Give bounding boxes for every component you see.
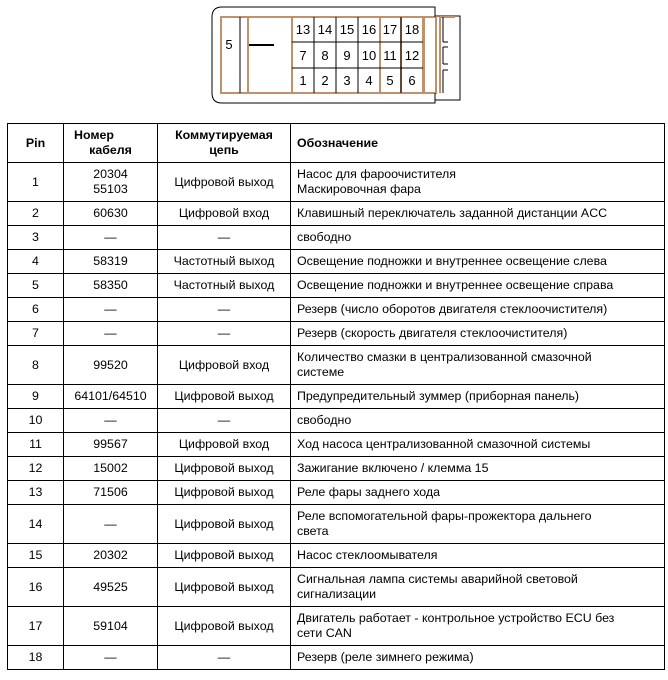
- cable-number-value: 71506: [93, 485, 128, 499]
- pin-number: 2: [8, 202, 64, 226]
- pin-label: 18: [404, 22, 420, 37]
- table-row: [8, 202, 665, 226]
- description-line: Ход насоса централизованной смазочной системы: [297, 437, 591, 451]
- pin-assignment-table: [7, 123, 665, 670]
- pin-number: 15: [8, 544, 64, 568]
- cable-number-empty: —: [104, 230, 117, 244]
- cable-number: [64, 274, 158, 298]
- description-line: Освещение подножки и внутреннее освещение слева: [297, 254, 607, 268]
- cable-number: [64, 250, 158, 274]
- switched-circuit: —: [158, 322, 291, 346]
- cable-number-value: 99520: [93, 357, 128, 372]
- pin-label: 3: [343, 73, 351, 88]
- description: [291, 544, 665, 568]
- pin-number: 12: [8, 457, 64, 481]
- description: [291, 457, 665, 481]
- header-circuit: [158, 124, 291, 163]
- cable-number-value: 58319: [93, 254, 128, 268]
- pin-label: 2: [321, 73, 329, 88]
- header-cable-number: [64, 124, 158, 163]
- header-pin: Pin: [8, 124, 64, 163]
- cable-number: [64, 163, 158, 202]
- table-row: [8, 298, 665, 322]
- description: [291, 163, 665, 202]
- table-row: [8, 346, 665, 385]
- description-line: свободно: [297, 230, 352, 244]
- description: [291, 298, 665, 322]
- table-row: [8, 433, 665, 457]
- table-row: [8, 385, 665, 409]
- pin-label: 12: [404, 48, 420, 63]
- header-circuit-line2: цепь: [209, 143, 239, 157]
- pin-label: 17: [382, 22, 398, 37]
- description-line: Резерв (скорость двигателя стеклоочистителя): [297, 326, 568, 340]
- cable-number: [64, 568, 158, 607]
- switched-circuit: —: [158, 409, 291, 433]
- pin-number: 4: [8, 250, 64, 274]
- switched-circuit: —: [158, 298, 291, 322]
- description-line: свободно: [297, 413, 352, 427]
- header-cable-line2: кабеля: [89, 143, 132, 157]
- description-line: Предупредительный зуммер (приборная панель): [297, 389, 580, 403]
- description-line: Сигнальная лампа системы аварийной световой: [297, 572, 578, 586]
- table-row: [8, 274, 665, 298]
- switched-circuit: Цифровой выход: [158, 607, 291, 646]
- cable-number: [64, 409, 158, 433]
- pin-label: 9: [343, 48, 351, 63]
- cable-number: [64, 481, 158, 505]
- cable-number-value: 58350: [93, 278, 128, 292]
- cable-number: [64, 505, 158, 544]
- connector-diagram: [0, 0, 668, 110]
- switched-circuit: Цифровой выход: [158, 163, 291, 202]
- pin-label: 10: [361, 48, 377, 63]
- description: [291, 226, 665, 250]
- switched-circuit: Цифровой выход: [158, 505, 291, 544]
- switched-circuit: Частотный выход: [158, 250, 291, 274]
- description-line: Насос для фароочистителя: [297, 167, 456, 181]
- table-row: [8, 250, 665, 274]
- switched-circuit: Цифровой вход: [158, 346, 291, 385]
- pin-number: 14: [8, 505, 64, 544]
- cable-number-empty: —: [104, 516, 117, 531]
- cable-number-value: 64101/64510: [74, 389, 147, 403]
- pin-number: 18: [8, 646, 64, 670]
- cable-number: [64, 457, 158, 481]
- pin-number: 1: [8, 163, 64, 202]
- switched-circuit: —: [158, 226, 291, 250]
- pin-number: 13: [8, 481, 64, 505]
- description-line: Двигатель работает - контрольное устройство ECU без: [297, 611, 615, 625]
- pin-number: 9: [8, 385, 64, 409]
- cable-number-value: 20304: [93, 167, 128, 181]
- pin-label: 7: [299, 48, 307, 63]
- description: [291, 409, 665, 433]
- table-row: [8, 226, 665, 250]
- switched-circuit: Цифровой выход: [158, 481, 291, 505]
- table-row: [8, 505, 665, 544]
- cable-number: [64, 298, 158, 322]
- switched-circuit: Цифровой выход: [158, 457, 291, 481]
- description-line: Реле вспомогательной фары-прожектора дальнего: [297, 509, 592, 523]
- connector-frame: [221, 17, 455, 93]
- pin-label: 4: [365, 73, 373, 88]
- switched-circuit: Частотный выход: [158, 274, 291, 298]
- description-line: системе: [297, 365, 345, 379]
- cable-number-value: 60630: [93, 206, 128, 220]
- cable-number: [64, 544, 158, 568]
- cable-number-value: 15002: [93, 461, 128, 475]
- description-line: Резерв (число оборотов двигателя стеклоочистителя): [297, 302, 608, 316]
- description-line: Зажигание включено / клемма 15: [297, 461, 489, 475]
- pin-label: 13: [295, 22, 311, 37]
- description-line: Реле фары заднего хода: [297, 485, 440, 499]
- switched-circuit: Цифровой вход: [158, 433, 291, 457]
- cable-number-empty: —: [104, 302, 117, 316]
- table-body: [8, 163, 665, 670]
- description: [291, 346, 665, 385]
- table-row: [8, 568, 665, 607]
- pin-number: 10: [8, 409, 64, 433]
- switched-circuit: Цифровой выход: [158, 385, 291, 409]
- header-description: Обозначение: [291, 124, 665, 163]
- description: [291, 322, 665, 346]
- pin-label: 5: [386, 73, 394, 88]
- cable-number-value: 20302: [93, 548, 128, 562]
- table-row: [8, 544, 665, 568]
- description: [291, 202, 665, 226]
- cable-number-empty: —: [104, 650, 117, 664]
- description: [291, 250, 665, 274]
- cable-number-value: 99567: [93, 437, 128, 451]
- cable-number: [64, 433, 158, 457]
- cable-number: [64, 646, 158, 670]
- description-line: сигнализации: [297, 587, 377, 601]
- description-line: Резерв (реле зимнего режима): [297, 650, 474, 664]
- cable-number: [64, 226, 158, 250]
- description: [291, 274, 665, 298]
- cable-number-value: 49525: [93, 579, 128, 594]
- header-cable-line1: Номер: [74, 128, 114, 142]
- switched-circuit: Цифровой выход: [158, 568, 291, 607]
- table-header-row: [8, 124, 665, 163]
- description-line: света: [297, 524, 329, 538]
- cable-number-empty: —: [104, 326, 117, 340]
- cable-number: [64, 322, 158, 346]
- table-row: [8, 646, 665, 670]
- cable-number-value: 59104: [93, 618, 128, 633]
- pin-number: 16: [8, 568, 64, 607]
- description-line: Насос стеклоомывателя: [297, 548, 438, 562]
- pin-number: 8: [8, 346, 64, 385]
- description-line: сети CAN: [297, 626, 352, 640]
- pin-label: 1: [299, 73, 307, 88]
- cable-number-empty: —: [104, 413, 117, 427]
- cable-number-value: 55103: [93, 182, 128, 196]
- switched-circuit: —: [158, 646, 291, 670]
- description: [291, 646, 665, 670]
- description-line: Освещение подножки и внутреннее освещение справа: [297, 278, 614, 292]
- cable-number: [64, 607, 158, 646]
- switched-circuit: Цифровой выход: [158, 544, 291, 568]
- pin-label: 15: [339, 22, 355, 37]
- description-line: Маскировочная фара: [297, 182, 421, 196]
- pin-label: 16: [361, 22, 377, 37]
- header-circuit-line1: Коммутируемая: [175, 128, 273, 142]
- table-row: [8, 457, 665, 481]
- pin-number: 5: [8, 274, 64, 298]
- description: [291, 568, 665, 607]
- pin-label: 11: [383, 48, 397, 63]
- cable-number: [64, 202, 158, 226]
- pin-label: 14: [317, 22, 333, 37]
- switched-circuit: Цифровой вход: [158, 202, 291, 226]
- description: [291, 505, 665, 544]
- description-line: Количество смазки в централизованной смазочной: [297, 350, 592, 364]
- pin-number: 17: [8, 607, 64, 646]
- description: [291, 607, 665, 646]
- table-row: [8, 409, 665, 433]
- pin-number: 11: [8, 433, 64, 457]
- table-row: [8, 163, 665, 202]
- pin-number: 6: [8, 298, 64, 322]
- pin-label: 6: [408, 73, 416, 88]
- pin-number: 3: [8, 226, 64, 250]
- description: [291, 481, 665, 505]
- pin-label: 8: [321, 48, 329, 63]
- cable-number: [64, 346, 158, 385]
- pin-number: 7: [8, 322, 64, 346]
- table-row: [8, 607, 665, 646]
- description: [291, 385, 665, 409]
- description: [291, 433, 665, 457]
- description-line: Клавишный переключатель заданной дистанции ACC: [297, 206, 608, 220]
- table-row: [8, 481, 665, 505]
- pin-label-side: 5: [225, 37, 233, 52]
- table-row: [8, 322, 665, 346]
- cable-number: [64, 385, 158, 409]
